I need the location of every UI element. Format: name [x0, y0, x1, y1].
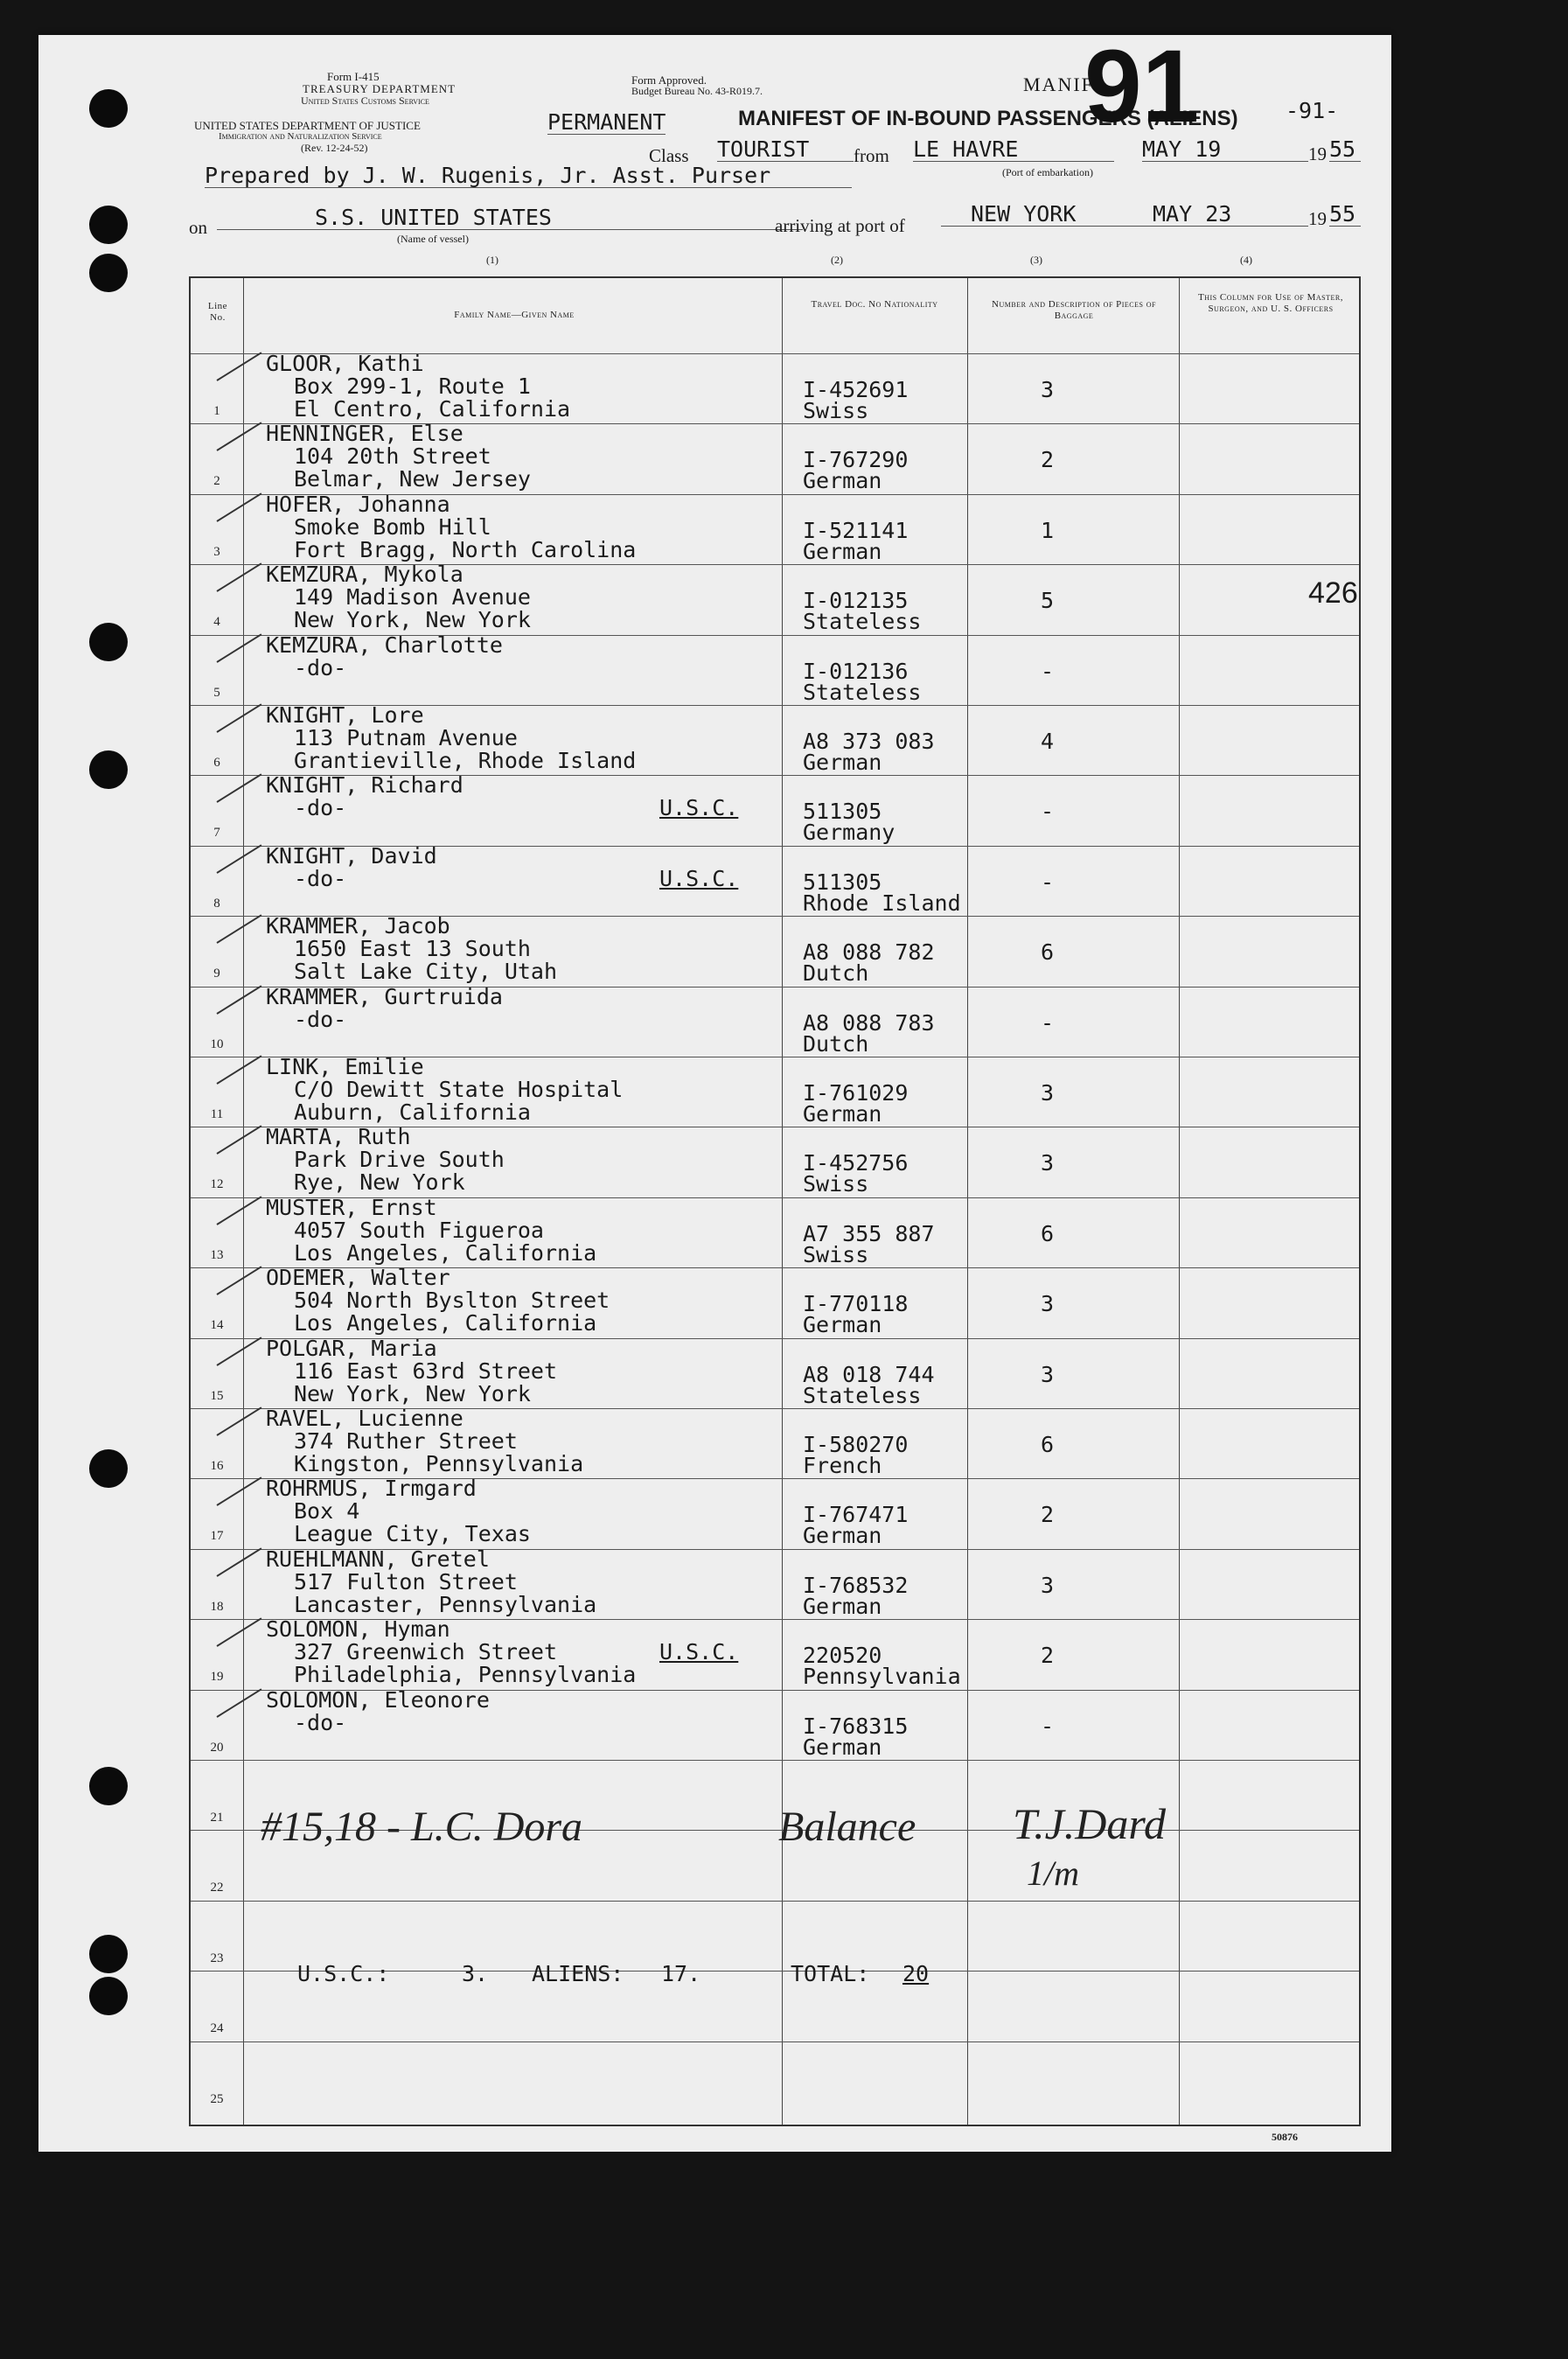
- passenger-name: KRAMMER, Jacob: [266, 913, 450, 939]
- travel-doc-number: A8 373 083: [803, 729, 935, 754]
- baggage-count: 6: [1041, 1220, 1055, 1246]
- check-mark: [216, 563, 261, 592]
- line-number: 3: [213, 544, 220, 559]
- line-number: 25: [210, 2091, 224, 2106]
- passenger-address-line1: Smoke Bomb Hill: [294, 513, 491, 540]
- check-mark: [216, 633, 261, 662]
- punch-hole: [89, 750, 128, 789]
- nationality: German: [803, 1523, 882, 1549]
- check-mark: [216, 1267, 261, 1295]
- baggage-count: 3: [1041, 1572, 1055, 1598]
- vessel-name: S.S. UNITED STATES: [217, 206, 803, 230]
- line-number: 4: [213, 615, 220, 630]
- check-mark: [216, 352, 261, 380]
- manifest-title: MANIFEST OF IN-BOUND PASSENGERS (ALIENS): [738, 107, 1238, 130]
- passenger-name: SOLOMON, Hyman: [266, 1616, 450, 1643]
- footer-code: 50876: [1272, 2131, 1298, 2143]
- check-mark: [216, 774, 261, 803]
- usc-total-label: U.S.C.:: [297, 1961, 390, 1986]
- line-number: 11: [210, 1107, 224, 1121]
- col-number-4: (4): [1240, 254, 1252, 266]
- travel-doc-number: I-452756: [803, 1150, 909, 1176]
- officer-note: 426: [1308, 576, 1358, 611]
- form-approved: Form Approved.: [631, 73, 707, 87]
- check-mark: [216, 1547, 261, 1576]
- page-number: -91-: [1286, 98, 1339, 123]
- col-number-2: (2): [831, 254, 843, 266]
- nationality: Germany: [803, 820, 896, 846]
- travel-doc-number: A8 018 744: [803, 1361, 935, 1387]
- passenger-address-line2: Rye, New York: [294, 1169, 465, 1196]
- check-mark: [216, 1406, 261, 1435]
- travel-doc-number: A8 088 783: [803, 1009, 935, 1036]
- baggage-count: 3: [1041, 1080, 1055, 1106]
- passenger-address-line2: Fort Bragg, North Carolina: [294, 536, 637, 562]
- line-number: 20: [210, 1740, 224, 1755]
- arrival-year-prefix: 19: [1308, 208, 1327, 229]
- travel-doc-number: I-452691: [803, 377, 909, 402]
- row-divider: [191, 1901, 1359, 1902]
- punch-hole: [89, 206, 128, 244]
- form-number: Form I-415: [327, 70, 380, 83]
- handwritten-note-right: T.J.Dard: [1013, 1799, 1166, 1848]
- passenger-address-line2: Los Angeles, California: [294, 1310, 597, 1337]
- passenger-address-line2: Salt Lake City, Utah: [294, 959, 558, 985]
- line-number: 8: [213, 896, 220, 911]
- passenger-address-line2: Los Angeles, California: [294, 1239, 597, 1266]
- travel-doc-number: 511305: [803, 869, 882, 895]
- line-number: 6: [213, 756, 220, 770]
- nationality: Swiss: [803, 1241, 869, 1267]
- line-number: 19: [210, 1670, 224, 1685]
- class-label: Class: [649, 145, 689, 166]
- nationality: German: [803, 1101, 882, 1127]
- manifest-sheet: [38, 29, 1391, 2152]
- col-number-3: (3): [1030, 254, 1042, 266]
- punch-hole: [89, 1449, 128, 1488]
- revision: (Rev. 12-24-52): [301, 142, 368, 154]
- passenger-name: KEMZURA, Charlotte: [266, 632, 503, 658]
- embark-date: MAY 19: [1142, 138, 1308, 162]
- check-mark: [216, 1126, 261, 1155]
- passenger-address-line1: -do-: [294, 1709, 347, 1735]
- travel-doc-number: I-012136: [803, 658, 909, 684]
- passenger-address-line1: 4057 South Figueroa: [294, 1217, 544, 1243]
- passenger-address-line1: 149 Madison Avenue: [294, 584, 531, 611]
- baggage-count: -: [1041, 799, 1055, 825]
- passenger-address-line1: -do-: [294, 654, 347, 680]
- punch-hole: [89, 89, 128, 128]
- header-name: Family Name—Given Name: [454, 310, 575, 320]
- passenger-address-line1: 1650 East 13 South: [294, 936, 531, 962]
- baggage-count: 6: [1041, 1432, 1055, 1457]
- punch-hole: [89, 1767, 128, 1805]
- row-divider: [191, 1760, 1359, 1761]
- travel-doc-number: 220520: [803, 1643, 882, 1669]
- punch-hole: [89, 1935, 128, 1973]
- passenger-address-line1: -do-: [294, 1006, 347, 1032]
- nationality: German: [803, 468, 882, 494]
- grand-total-value: 20: [902, 1961, 930, 1986]
- passenger-name: MARTA, Ruth: [266, 1124, 411, 1150]
- passenger-address-line1: Box 4: [294, 1498, 360, 1525]
- embarkation-note: (Port of embarkation): [1002, 166, 1093, 178]
- passenger-address-line2: New York, New York: [294, 1380, 531, 1406]
- passenger-address-line1: Park Drive South: [294, 1147, 505, 1173]
- handwritten-note-right2: 1/m: [1027, 1853, 1079, 1893]
- nationality: Stateless: [803, 679, 922, 705]
- passenger-address-line1: 327 Greenwich Street: [294, 1639, 558, 1665]
- passenger-name: RAVEL, Lucienne: [266, 1406, 463, 1431]
- line-number: 24: [210, 2021, 224, 2036]
- arriving-label: arriving at port of: [775, 215, 905, 236]
- travel-doc-number: A8 088 782: [803, 939, 935, 966]
- usc-total-value: 3.: [462, 1961, 489, 1986]
- line-number: 13: [210, 1247, 224, 1262]
- line-number: 21: [210, 1811, 224, 1825]
- travel-doc-number: I-767290: [803, 447, 909, 473]
- travel-doc-number: I-580270: [803, 1432, 909, 1457]
- line-number: 1: [213, 404, 220, 418]
- line-number: 5: [213, 685, 220, 700]
- passenger-name: KRAMMER, Gurtruida: [266, 983, 503, 1009]
- baggage-count: 4: [1041, 729, 1055, 754]
- passenger-name: ODEMER, Walter: [266, 1265, 450, 1291]
- permanent-label: PERMANENT: [547, 109, 666, 135]
- nationality: German: [803, 750, 882, 775]
- embark-year: 55: [1329, 138, 1361, 162]
- nationality: German: [803, 1312, 882, 1338]
- travel-doc-number: I-012135: [803, 588, 909, 614]
- col-number-1: (1): [486, 254, 498, 266]
- passenger-name: LINK, Emilie: [266, 1054, 424, 1079]
- check-mark: [216, 1618, 261, 1647]
- baggage-count: 3: [1041, 1361, 1055, 1387]
- check-mark: [216, 422, 261, 451]
- check-mark: [216, 1477, 261, 1506]
- punch-hole: [89, 254, 128, 292]
- passenger-address-line1: -do-: [294, 795, 347, 821]
- vessel-note: (Name of vessel): [397, 233, 469, 245]
- passenger-address-line1: 104 20th Street: [294, 443, 491, 470]
- baggage-count: 3: [1041, 1291, 1055, 1317]
- usc-marker: U.S.C.: [659, 795, 739, 821]
- stamp-number: 91: [1084, 29, 1200, 144]
- passenger-address-line1: Box 299-1, Route 1: [294, 373, 531, 399]
- grand-total-label: TOTAL:: [791, 1961, 870, 1986]
- line-number: 7: [213, 826, 220, 841]
- line-number: 10: [210, 1036, 224, 1051]
- check-mark: [216, 915, 261, 944]
- travel-doc-number: I-768532: [803, 1572, 909, 1598]
- passenger-address-line2: Grantieville, Rhode Island: [294, 748, 637, 773]
- line-number: 23: [210, 1951, 224, 1965]
- from-label: from: [854, 145, 889, 166]
- passenger-name: SOLOMON, Eleonore: [266, 1686, 490, 1713]
- check-mark: [216, 1337, 261, 1365]
- customs-service: United States Customs Service: [301, 94, 429, 107]
- aliens-total-value: 17.: [661, 1961, 701, 1986]
- baggage-count: 2: [1041, 1502, 1055, 1528]
- passenger-address-line2: League City, Texas: [294, 1521, 531, 1547]
- line-number: 12: [210, 1177, 224, 1192]
- passenger-name: POLGAR, Maria: [266, 1335, 437, 1361]
- passenger-table: [189, 276, 1361, 2126]
- from-value: LE HAVRE: [913, 138, 1114, 162]
- passenger-address-line2: Lancaster, Pennsylvania: [294, 1591, 597, 1617]
- baggage-count: 1: [1041, 517, 1055, 543]
- travel-doc-number: I-768315: [803, 1713, 909, 1739]
- nationality: Swiss: [803, 1171, 869, 1197]
- passenger-address-line1: 116 East 63rd Street: [294, 1357, 558, 1384]
- passenger-address-line2: Kingston, Pennsylvania: [294, 1451, 584, 1476]
- header-travel-doc: Travel Doc. No Nationality: [811, 299, 938, 310]
- usc-marker: U.S.C.: [659, 865, 739, 891]
- prepared-by: Prepared by J. W. Rugenis, Jr. Asst. Purser: [205, 164, 852, 188]
- header-officers: This Column for Use of Master, Surgeon, and U. S. Officers: [1198, 292, 1343, 314]
- passenger-address-line1: 113 Putnam Avenue: [294, 725, 518, 750]
- check-mark: [216, 1688, 261, 1717]
- nationality: French: [803, 1453, 882, 1478]
- nationality: Dutch: [803, 1030, 869, 1057]
- passenger-name: KNIGHT, Richard: [266, 772, 463, 799]
- passenger-address-line1: 374 Ruther Street: [294, 1428, 518, 1454]
- arrival-port: NEW YORK: [941, 203, 1142, 227]
- travel-doc-number: I-767471: [803, 1502, 909, 1528]
- nationality: German: [803, 538, 882, 564]
- on-label: on: [189, 217, 207, 238]
- justice-dept: UNITED STATES DEPARTMENT OF JUSTICE: [194, 119, 421, 132]
- check-mark: [216, 1196, 261, 1225]
- nationality: Swiss: [803, 398, 869, 423]
- row-divider: [191, 2041, 1359, 2042]
- passenger-address-line1: C/O Dewitt State Hospital: [294, 1077, 624, 1102]
- budget-bureau: Budget Bureau No. 43-R019.7.: [631, 85, 763, 97]
- baggage-count: 2: [1041, 447, 1055, 473]
- passenger-name: HOFER, Johanna: [266, 491, 450, 517]
- line-number: 22: [210, 1881, 224, 1895]
- manifest-no-label: MANIF: [1023, 73, 1094, 95]
- line-number: 16: [210, 1459, 224, 1473]
- travel-doc-number: 511305: [803, 799, 882, 825]
- travel-doc-number: I-521141: [803, 517, 909, 543]
- travel-doc-number: I-770118: [803, 1291, 909, 1317]
- baggage-count: 6: [1041, 939, 1055, 966]
- line-number: 18: [210, 1599, 224, 1614]
- passenger-address-line2: Philadelphia, Pennsylvania: [294, 1662, 637, 1688]
- ins-service: Immigration and Naturalization Service: [219, 131, 382, 142]
- baggage-count: -: [1041, 658, 1055, 684]
- baggage-count: 5: [1041, 588, 1055, 614]
- baggage-count: 2: [1041, 1643, 1055, 1669]
- passenger-name: KEMZURA, Mykola: [266, 562, 463, 588]
- travel-doc-number: I-761029: [803, 1080, 909, 1106]
- nationality: Stateless: [803, 1382, 922, 1408]
- passenger-address-line1: 504 North Byslton Street: [294, 1288, 610, 1314]
- punch-hole: [89, 623, 128, 661]
- passenger-name: MUSTER, Ernst: [266, 1194, 437, 1220]
- header-line-no: Line No.: [207, 301, 228, 323]
- baggage-count: 3: [1041, 377, 1055, 402]
- baggage-count: -: [1041, 1009, 1055, 1036]
- nationality: German: [803, 1593, 882, 1619]
- passenger-name: ROHRMUS, Irmgard: [266, 1476, 477, 1502]
- nationality: Rhode Island: [803, 890, 961, 916]
- line-number: 17: [210, 1529, 224, 1544]
- passenger-address-line1: 517 Fulton Street: [294, 1568, 518, 1595]
- nationality: Pennsylvania: [803, 1664, 961, 1690]
- baggage-count: -: [1041, 1713, 1055, 1739]
- line-number: 2: [213, 474, 220, 489]
- class-value: TOURIST: [717, 138, 854, 162]
- check-mark: [216, 1055, 261, 1084]
- header-baggage: Number and Description of Pieces of Baggage: [992, 299, 1156, 321]
- usc-marker: U.S.C.: [659, 1639, 739, 1665]
- check-mark: [216, 985, 261, 1014]
- arrival-year: 55: [1329, 203, 1361, 227]
- passenger-address-line2: El Centro, California: [294, 396, 571, 422]
- punch-hole: [89, 1977, 128, 2015]
- nationality: Stateless: [803, 609, 922, 635]
- handwritten-note-mid: Balance: [778, 1804, 916, 1850]
- passenger-address-line2: Belmar, New Jersey: [294, 466, 531, 492]
- arrival-date: MAY 23: [1142, 203, 1308, 227]
- passenger-name: RUEHLMANN, Gretel: [266, 1546, 490, 1572]
- travel-doc-number: A7 355 887: [803, 1220, 935, 1246]
- line-number: 9: [213, 967, 220, 981]
- passenger-name: KNIGHT, David: [266, 842, 437, 869]
- check-mark: [216, 492, 261, 521]
- check-mark: [216, 844, 261, 873]
- baggage-count: 3: [1041, 1150, 1055, 1176]
- nationality: Dutch: [803, 960, 869, 987]
- line-number: 14: [210, 1318, 224, 1333]
- passenger-address-line2: Auburn, California: [294, 1099, 531, 1125]
- aliens-total-label: ALIENS:: [532, 1961, 624, 1986]
- embark-year-prefix: 19: [1308, 143, 1327, 164]
- check-mark: [216, 703, 261, 732]
- treasury-dept: TREASURY DEPARTMENT: [303, 82, 456, 95]
- passenger-address-line1: -do-: [294, 865, 347, 891]
- line-number: 15: [210, 1388, 224, 1403]
- baggage-count: -: [1041, 869, 1055, 895]
- passenger-name: HENNINGER, Else: [266, 421, 463, 447]
- passenger-address-line2: New York, New York: [294, 607, 531, 633]
- passenger-name: GLOOR, Kathi: [266, 351, 424, 376]
- nationality: German: [803, 1734, 882, 1760]
- passenger-name: KNIGHT, Lore: [266, 702, 424, 728]
- handwritten-note-left: #15,18 - L.C. Dora: [261, 1804, 583, 1850]
